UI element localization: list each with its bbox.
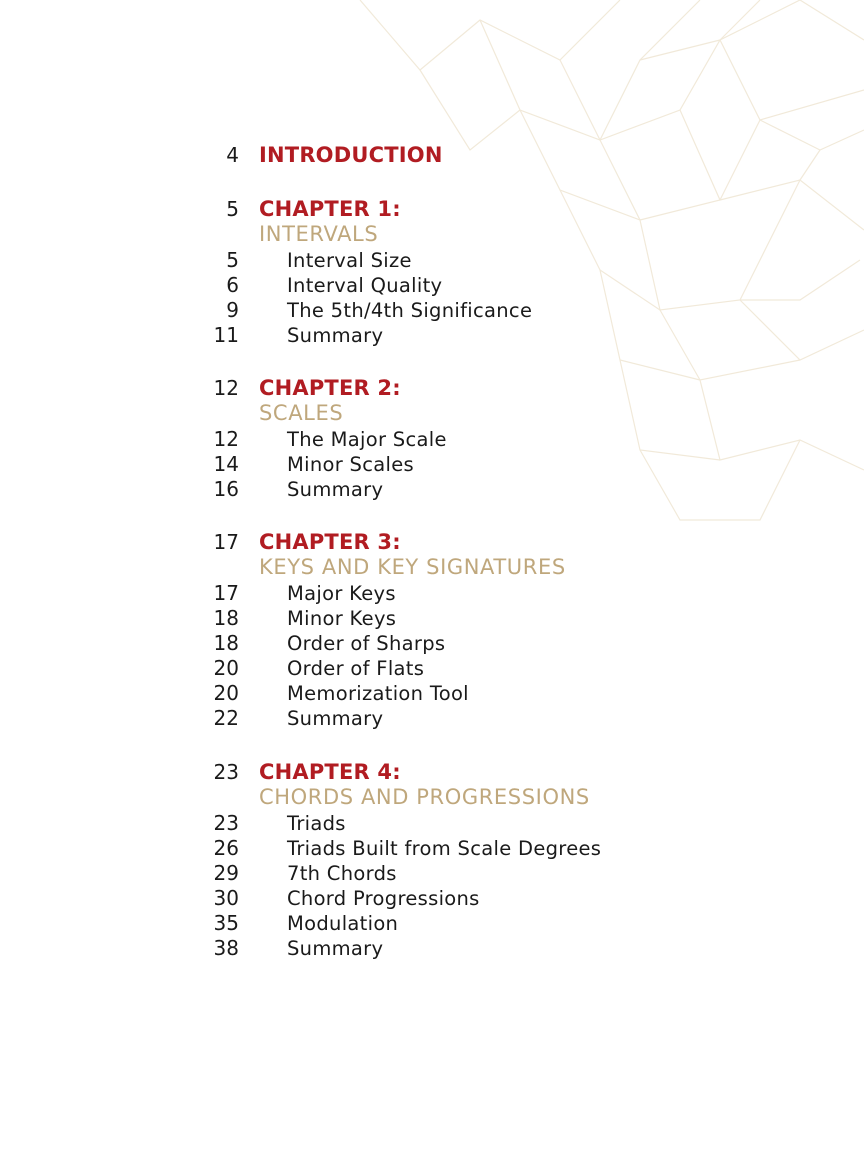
page-number: 26	[213, 836, 239, 860]
toc-entry[interactable]	[0, 298, 864, 323]
page-number: 18	[213, 631, 239, 655]
entry-title: The 5th/4th Significance	[287, 299, 533, 322]
entry-title: 7th Chords	[287, 862, 397, 885]
toc-entry[interactable]	[0, 811, 864, 836]
entry-title: The Major Scale	[287, 428, 447, 451]
page-number: 20	[213, 681, 239, 705]
page-number: 12	[213, 427, 239, 451]
entry-title: Memorization Tool	[287, 682, 469, 705]
chapter-title: CHAPTER 2:	[259, 376, 401, 400]
toc-entry[interactable]	[0, 656, 864, 681]
chapter-subtitle: SCALES	[259, 401, 344, 425]
entry-title: Summary	[287, 478, 384, 501]
entry-title: Order of Sharps	[287, 632, 446, 655]
toc-entry[interactable]	[0, 886, 864, 911]
toc-entry[interactable]	[0, 477, 864, 502]
entry-title: Interval Size	[287, 249, 412, 272]
page-number: 18	[213, 606, 239, 630]
page-number: 6	[226, 273, 239, 297]
chapter-title: CHAPTER 1:	[259, 197, 401, 221]
page-number: 9	[226, 298, 239, 322]
page-number: 11	[213, 323, 239, 347]
entry-title: Minor Keys	[287, 607, 397, 630]
entry-title: Summary	[287, 324, 384, 347]
entry-title: Summary	[287, 707, 384, 730]
toc-introduction[interactable]	[0, 143, 864, 168]
chapter-2-subtitle-row	[0, 401, 864, 426]
page-number: 5	[226, 248, 239, 272]
toc-chapter-3[interactable]	[0, 530, 864, 555]
chapter-title: CHAPTER 4:	[259, 760, 401, 784]
entry-title: Triads	[287, 812, 346, 835]
entry-title: Summary	[287, 937, 384, 960]
page-number: 17	[213, 530, 239, 554]
entry-title: Minor Scales	[287, 453, 414, 476]
introduction-title: INTRODUCTION	[259, 143, 443, 167]
entry-title: Major Keys	[287, 582, 396, 605]
page-number: 22	[213, 706, 239, 730]
chapter-3-subtitle-row	[0, 555, 864, 580]
page-number: 17	[213, 581, 239, 605]
entry-title: Triads Built from Scale Degrees	[287, 837, 602, 860]
toc-entry[interactable]	[0, 323, 864, 348]
toc-chapter-2[interactable]	[0, 376, 864, 401]
chapter-1-subtitle-row	[0, 222, 864, 247]
page-number: 23	[213, 760, 239, 784]
toc-chapter-1[interactable]	[0, 197, 864, 222]
chapter-subtitle: CHORDS AND PROGRESSIONS	[259, 785, 590, 809]
toc-entry[interactable]	[0, 681, 864, 706]
toc-entry[interactable]	[0, 452, 864, 477]
entry-title: Order of Flats	[287, 657, 425, 680]
page-number: 5	[226, 197, 239, 221]
entry-title: Modulation	[287, 912, 399, 935]
page-number: 23	[213, 811, 239, 835]
page-number: 20	[213, 656, 239, 680]
page-number: 14	[213, 452, 239, 476]
page-number: 12	[213, 376, 239, 400]
toc-entry[interactable]	[0, 631, 864, 656]
toc-entry[interactable]	[0, 427, 864, 452]
page-number: 38	[213, 936, 239, 960]
chapter-title: CHAPTER 3:	[259, 530, 401, 554]
toc-entry[interactable]	[0, 836, 864, 861]
chapter-subtitle: INTERVALS	[259, 222, 379, 246]
toc-entry[interactable]	[0, 581, 864, 606]
toc-entry[interactable]	[0, 606, 864, 631]
page-number: 29	[213, 861, 239, 885]
toc-entry[interactable]	[0, 911, 864, 936]
entry-title: Interval Quality	[287, 274, 443, 297]
toc-entry[interactable]	[0, 706, 864, 731]
chapter-subtitle: KEYS AND KEY SIGNATURES	[259, 555, 566, 579]
page-number: 4	[226, 143, 239, 167]
toc-chapter-4[interactable]	[0, 760, 864, 785]
chapter-4-subtitle-row	[0, 785, 864, 810]
entry-title: Chord Progressions	[287, 887, 480, 910]
toc-entry[interactable]	[0, 248, 864, 273]
toc-entry[interactable]	[0, 861, 864, 886]
toc-entry[interactable]	[0, 273, 864, 298]
page-number: 16	[213, 477, 239, 501]
toc-entry[interactable]	[0, 936, 864, 961]
page-number: 30	[213, 886, 239, 910]
page-number: 35	[213, 911, 239, 935]
